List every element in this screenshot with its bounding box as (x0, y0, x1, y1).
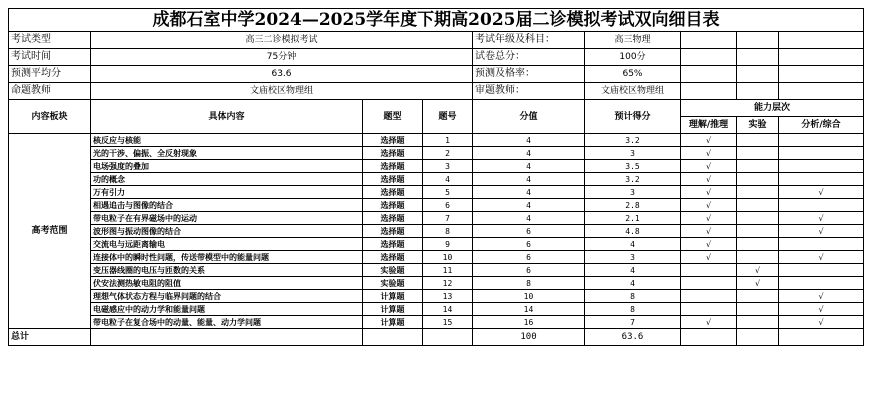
row-content[interactable]: 光的干涉、偏振、全反射现象 (91, 147, 363, 160)
detail-table (8, 8, 864, 346)
total-label[interactable]: 总计 (9, 329, 91, 346)
ability-analysis-cell[interactable]: √ (779, 303, 864, 316)
ability-analysis-cell[interactable] (779, 147, 864, 160)
label-total-score[interactable]: 试卷总分： (473, 49, 585, 66)
value-reviewer[interactable]: 文庙校区物理组 (585, 83, 681, 100)
section-cell[interactable]: 高考范围 (9, 134, 91, 329)
table-row (9, 290, 864, 303)
header-ability-experiment[interactable]: 实验 (737, 117, 779, 134)
row-number[interactable]: 9 (423, 238, 473, 251)
ability-reasoning-cell[interactable]: √ (681, 173, 737, 186)
label-predicted-average[interactable]: 预测平均分 (9, 66, 91, 83)
row-type[interactable]: 选择题 (363, 186, 423, 199)
table-row (9, 264, 864, 277)
row-type[interactable]: 选择题 (363, 173, 423, 186)
row-content[interactable]: 核反应与核能 (91, 134, 363, 147)
row-content[interactable]: 功的概念 (91, 173, 363, 186)
row-predicted[interactable]: 8 (585, 290, 681, 303)
header-section[interactable]: 内容板块 (9, 100, 91, 134)
row-type[interactable]: 选择题 (363, 251, 423, 264)
row-score[interactable]: 4 (473, 160, 585, 173)
row-number[interactable]: 14 (423, 303, 473, 316)
total-score[interactable]: 100 (473, 329, 585, 346)
ability-experiment-cell[interactable] (737, 303, 779, 316)
row-score[interactable]: 6 (473, 264, 585, 277)
value-exam-type[interactable]: 高三二诊模拟考试 (91, 32, 473, 49)
row-content[interactable]: 万有引力 (91, 186, 363, 199)
header-ability-reasoning[interactable]: 理解/推理 (681, 117, 737, 134)
row-content[interactable]: 波形图与振动图像的结合 (91, 225, 363, 238)
row-content[interactable]: 伏安法测热敏电阻的阻值 (91, 277, 363, 290)
row-score[interactable]: 4 (473, 173, 585, 186)
ability-analysis-cell[interactable] (779, 238, 864, 251)
ability-experiment-cell[interactable] (737, 134, 779, 147)
ability-experiment-cell[interactable] (737, 212, 779, 225)
row-type[interactable]: 选择题 (363, 147, 423, 160)
row-type[interactable]: 计算题 (363, 316, 423, 329)
row-number[interactable]: 13 (423, 290, 473, 303)
empty-cell[interactable] (737, 329, 779, 346)
label-exam-type[interactable]: 考试类型 (9, 32, 91, 49)
ability-analysis-cell[interactable]: √ (779, 290, 864, 303)
row-predicted[interactable]: 3.2 (585, 173, 681, 186)
ability-experiment-cell[interactable] (737, 186, 779, 199)
row-number[interactable]: 5 (423, 186, 473, 199)
row-content[interactable]: 交流电与远距离输电 (91, 238, 363, 251)
total-predicted[interactable]: 63.6 (585, 329, 681, 346)
row-score[interactable]: 6 (473, 251, 585, 264)
ability-reasoning-cell[interactable]: √ (681, 225, 737, 238)
sheet-title[interactable]: 成都石室中学2024—2025学年度下期高2025届二诊模拟考试双向细目表 (9, 9, 864, 32)
row-score[interactable]: 6 (473, 238, 585, 251)
empty-cell[interactable] (737, 49, 779, 66)
label-exam-time[interactable]: 考试时间 (9, 49, 91, 66)
row-score[interactable]: 4 (473, 199, 585, 212)
row-type[interactable]: 选择题 (363, 199, 423, 212)
value-pass-rate[interactable]: 65% (585, 66, 681, 83)
ability-analysis-cell[interactable]: √ (779, 186, 864, 199)
ability-reasoning-cell[interactable]: √ (681, 199, 737, 212)
ability-experiment-cell[interactable] (737, 199, 779, 212)
row-predicted[interactable]: 4 (585, 264, 681, 277)
ability-analysis-cell[interactable] (779, 160, 864, 173)
row-content[interactable]: 相遇追击与图像的结合 (91, 199, 363, 212)
header-ability-analysis[interactable]: 分析/综合 (779, 117, 864, 134)
row-content[interactable]: 连接体中的瞬时性问题，传送带模型中的能量问题 (91, 251, 363, 264)
row-predicted[interactable]: 7 (585, 316, 681, 329)
empty-cell[interactable] (681, 83, 737, 100)
table-row (9, 186, 864, 199)
header-content[interactable]: 具体内容 (91, 100, 363, 134)
ability-reasoning-cell[interactable]: √ (681, 186, 737, 199)
empty-cell[interactable] (779, 83, 864, 100)
label-reviewer[interactable]: 审题教师： (473, 83, 585, 100)
row-content[interactable]: 电场强度的叠加 (91, 160, 363, 173)
empty-cell[interactable] (737, 32, 779, 49)
ability-experiment-cell[interactable] (737, 225, 779, 238)
row-number[interactable]: 7 (423, 212, 473, 225)
ability-reasoning-cell[interactable]: √ (681, 316, 737, 329)
empty-cell[interactable] (423, 329, 473, 346)
header-number[interactable]: 题号 (423, 100, 473, 134)
ability-analysis-cell[interactable]: √ (779, 225, 864, 238)
ability-experiment-cell[interactable] (737, 160, 779, 173)
ability-reasoning-cell[interactable]: √ (681, 160, 737, 173)
row-predicted[interactable]: 2.8 (585, 199, 681, 212)
row-predicted[interactable]: 4.8 (585, 225, 681, 238)
row-score[interactable]: 6 (473, 225, 585, 238)
value-grade-subject[interactable]: 高三物理 (585, 32, 681, 49)
table-row (9, 212, 864, 225)
empty-cell[interactable] (737, 66, 779, 83)
ability-analysis-cell[interactable] (779, 277, 864, 290)
ability-reasoning-cell[interactable]: √ (681, 134, 737, 147)
row-type[interactable]: 选择题 (363, 212, 423, 225)
row-predicted[interactable]: 4 (585, 238, 681, 251)
row-score[interactable]: 4 (473, 186, 585, 199)
row-content[interactable]: 变压器线圈的电压与匝数的关系 (91, 264, 363, 277)
table-row (9, 277, 864, 290)
ability-experiment-cell[interactable] (737, 290, 779, 303)
row-content[interactable]: 理想气体状态方程与临界问题的结合 (91, 290, 363, 303)
ability-experiment-cell[interactable]: √ (737, 264, 779, 277)
ability-experiment-cell[interactable] (737, 238, 779, 251)
ability-analysis-cell[interactable]: √ (779, 212, 864, 225)
ability-experiment-cell[interactable] (737, 147, 779, 160)
table-row (9, 134, 864, 147)
row-score[interactable]: 8 (473, 277, 585, 290)
header-predicted[interactable]: 预计得分 (585, 100, 681, 134)
empty-cell[interactable] (363, 329, 423, 346)
value-author[interactable]: 文庙校区物理组 (91, 83, 473, 100)
row-type[interactable]: 选择题 (363, 225, 423, 238)
empty-cell[interactable] (737, 83, 779, 100)
empty-cell[interactable] (779, 32, 864, 49)
value-exam-time[interactable]: 75分钟 (91, 49, 473, 66)
table-row (9, 316, 864, 329)
row-type[interactable]: 实验题 (363, 277, 423, 290)
empty-cell[interactable] (779, 49, 864, 66)
label-author[interactable]: 命题教师 (9, 83, 91, 100)
row-type[interactable]: 选择题 (363, 160, 423, 173)
ability-analysis-cell[interactable] (779, 199, 864, 212)
row-score[interactable]: 4 (473, 134, 585, 147)
row-score[interactable]: 14 (473, 303, 585, 316)
row-score[interactable]: 4 (473, 212, 585, 225)
table-row (9, 173, 864, 186)
ability-analysis-cell[interactable] (779, 134, 864, 147)
row-content[interactable]: 带电粒子在有界磁场中的运动 (91, 212, 363, 225)
row-content[interactable]: 带电粒子在复合场中的动量、能量、动力学问题 (91, 316, 363, 329)
row-content[interactable]: 电磁感应中的动力学和能量问题 (91, 303, 363, 316)
row-number[interactable]: 1 (423, 134, 473, 147)
empty-cell[interactable] (681, 32, 737, 49)
empty-cell[interactable] (681, 49, 737, 66)
table-row (9, 160, 864, 173)
ability-analysis-cell[interactable] (779, 173, 864, 186)
row-type[interactable]: 计算题 (363, 290, 423, 303)
row-number[interactable]: 3 (423, 160, 473, 173)
ability-experiment-cell[interactable] (737, 173, 779, 186)
ability-reasoning-cell[interactable]: √ (681, 251, 737, 264)
ability-analysis-cell[interactable]: √ (779, 316, 864, 329)
row-number[interactable]: 6 (423, 199, 473, 212)
row-predicted[interactable]: 3.2 (585, 134, 681, 147)
row-type[interactable]: 选择题 (363, 238, 423, 251)
ability-experiment-cell[interactable]: √ (737, 277, 779, 290)
ability-reasoning-cell[interactable]: √ (681, 238, 737, 251)
table-row (9, 147, 864, 160)
row-predicted[interactable]: 4 (585, 277, 681, 290)
row-number[interactable]: 11 (423, 264, 473, 277)
table-row (9, 225, 864, 238)
row-number[interactable]: 15 (423, 316, 473, 329)
ability-analysis-cell[interactable] (779, 264, 864, 277)
row-number[interactable]: 8 (423, 225, 473, 238)
row-number[interactable]: 10 (423, 251, 473, 264)
empty-cell[interactable] (91, 329, 363, 346)
ability-reasoning-cell[interactable]: √ (681, 147, 737, 160)
row-number[interactable]: 2 (423, 147, 473, 160)
row-number[interactable]: 12 (423, 277, 473, 290)
empty-cell[interactable] (681, 329, 737, 346)
row-type[interactable]: 选择题 (363, 134, 423, 147)
header-score[interactable]: 分值 (473, 100, 585, 134)
row-predicted[interactable]: 3 (585, 186, 681, 199)
ability-experiment-cell[interactable] (737, 251, 779, 264)
ability-reasoning-cell[interactable] (681, 290, 737, 303)
empty-cell[interactable] (779, 66, 864, 83)
row-predicted[interactable]: 3 (585, 251, 681, 264)
row-predicted[interactable]: 2.1 (585, 212, 681, 225)
ability-reasoning-cell[interactable]: √ (681, 212, 737, 225)
row-predicted[interactable]: 8 (585, 303, 681, 316)
header-ability[interactable]: 能力层次 (681, 100, 864, 117)
row-predicted[interactable]: 3 (585, 147, 681, 160)
empty-cell[interactable] (779, 329, 864, 346)
table-row (9, 238, 864, 251)
ability-reasoning-cell[interactable] (681, 303, 737, 316)
empty-cell[interactable] (681, 66, 737, 83)
row-score[interactable]: 4 (473, 147, 585, 160)
row-type[interactable]: 计算题 (363, 303, 423, 316)
ability-reasoning-cell[interactable] (681, 277, 737, 290)
row-score[interactable]: 10 (473, 290, 585, 303)
ability-experiment-cell[interactable] (737, 316, 779, 329)
value-total-score[interactable]: 100分 (585, 49, 681, 66)
row-type[interactable]: 实验题 (363, 264, 423, 277)
ability-analysis-cell[interactable]: √ (779, 251, 864, 264)
value-predicted-average[interactable]: 63.6 (91, 66, 473, 83)
table-row (9, 303, 864, 316)
row-score[interactable]: 16 (473, 316, 585, 329)
ability-reasoning-cell[interactable] (681, 264, 737, 277)
table-row (9, 199, 864, 212)
label-grade-subject[interactable]: 考试年级及科目： (473, 32, 585, 49)
table-row (9, 251, 864, 264)
row-predicted[interactable]: 3.5 (585, 160, 681, 173)
row-number[interactable]: 4 (423, 173, 473, 186)
header-type[interactable]: 题型 (363, 100, 423, 134)
label-pass-rate[interactable]: 预测及格率： (473, 66, 585, 83)
